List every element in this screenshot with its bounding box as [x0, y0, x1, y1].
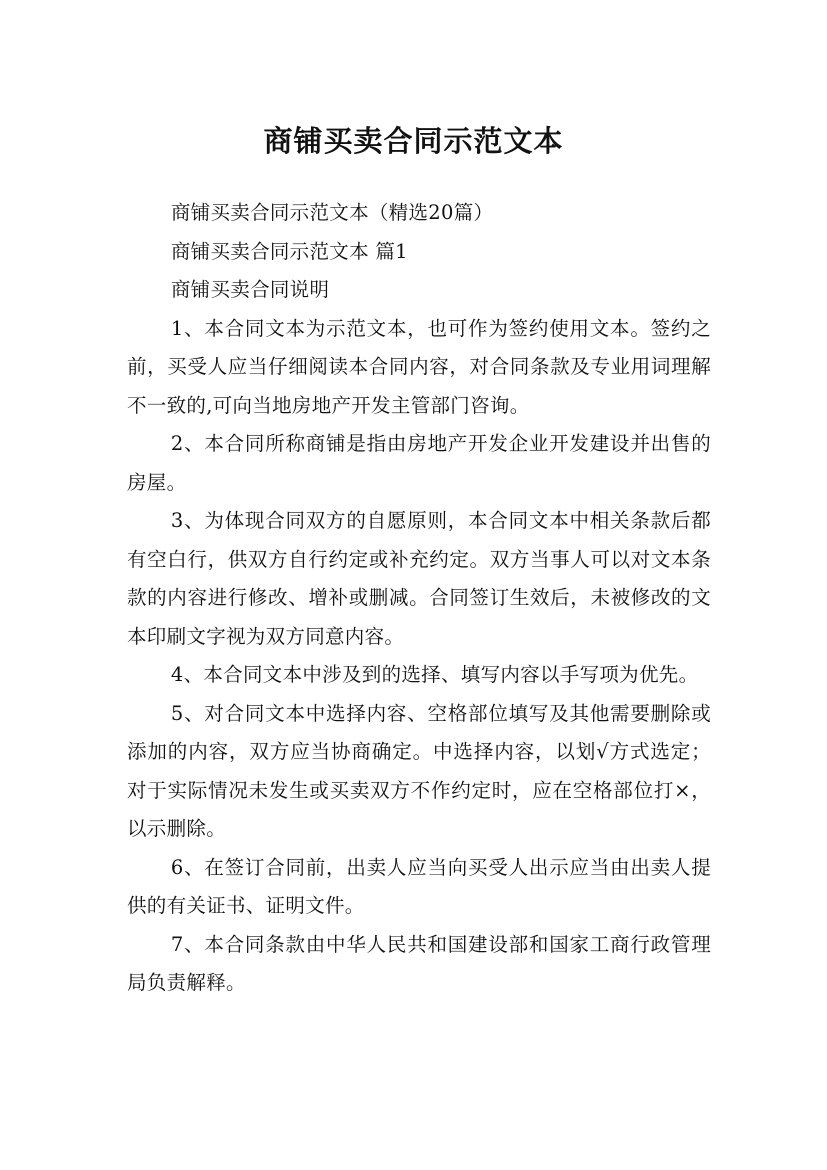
paragraph-item-5: 5、对合同文本中选择内容、空格部位填写及其他需要删除或添加的内容，双方应当协商确定。中选择内容，以划√方式选定；对于实际情况未发生或买卖双方不作约定时，应在空格部位打×，以示删除。: [127, 701, 711, 840]
paragraph-item-6: 6、在签订合同前，出卖人应当向买受人出示应当由出卖人提供的有关证书、证明文件。: [127, 855, 711, 917]
paragraph-item-2: 2、本合同所称商铺是指由房地产开发企业开发建设并出售的房屋。: [127, 432, 711, 494]
paragraph-contract-notes-heading: 商铺买卖合同说明: [170, 278, 330, 301]
document-title: 商铺买卖合同示范文本: [263, 124, 564, 159]
paragraph-item-1: 1、本合同文本为示范文本，也可作为签约使用文本。签约之前，买受人应当仔细阅读本合同内容，对合同条款及专业用词理解不一致的,可向当地房地产开发主管部门咨询。: [127, 316, 711, 417]
paragraph-item-7: 7、本合同条款由中华人民共和国建设部和国家工商行政管理局负责解释。: [127, 932, 711, 994]
paragraph-item-4: 4、本合同文本中涉及到的选择、填写内容以手写项为优先。: [170, 663, 699, 686]
paragraph-item-3: 3、为体现合同双方的自愿原则，本合同文本中相关条款后都有空白行，供双方自行约定或补充约定。双方当事人可以对文本条款的内容进行修改、增补或删减。合同签订生效后，未被修改的文本印刷文字视为双方同意内容。: [127, 509, 711, 648]
paragraph-subtitle: 商铺买卖合同示范文本（精选20篇）: [170, 201, 494, 224]
document-body: [127, 194, 711, 1003]
paragraph-section-heading: 商铺买卖合同示范文本 篇1: [170, 239, 408, 263]
